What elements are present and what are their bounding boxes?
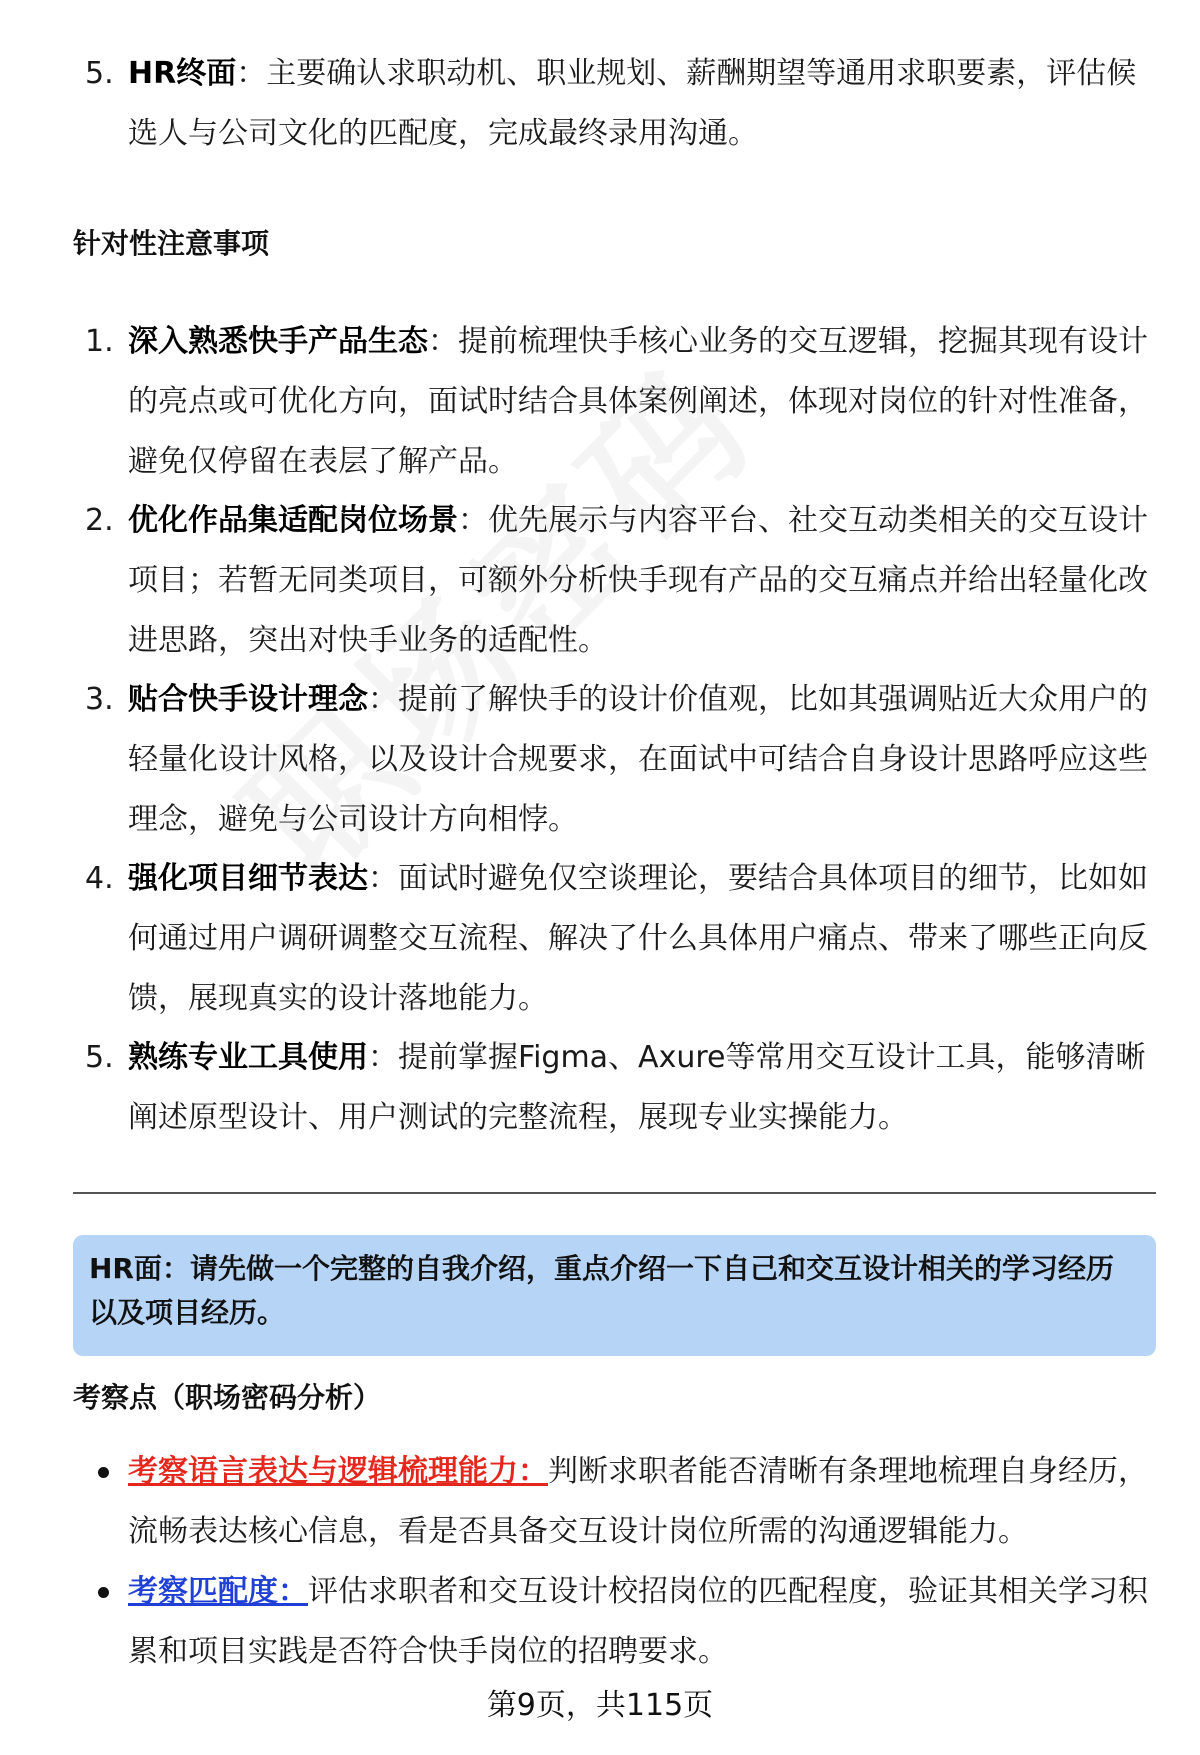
item-text bbox=[128, 1028, 1163, 1148]
bullet-dot bbox=[98, 1587, 109, 1598]
item-title: 强化项目细节表达 bbox=[128, 861, 368, 896]
assessment-item bbox=[73, 1442, 1163, 1562]
note-item bbox=[73, 1028, 1163, 1148]
item-body: 提前了解快手的设计价值观，比如其强调贴近大众用户的轻量化设计风格，以及设计合规要求，在面试中可结合自身设计思路呼应这些理念，避免与公司设计方向相悖。 bbox=[128, 682, 1148, 837]
note-item bbox=[73, 670, 1163, 850]
item-number: 4. bbox=[85, 861, 114, 896]
item-text bbox=[128, 312, 1163, 492]
assessment-item bbox=[73, 1562, 1163, 1682]
item-number: 5. bbox=[85, 1040, 114, 1075]
note-item bbox=[73, 312, 1163, 492]
question-callout: HR面：请先做一个完整的自我介绍，重点介绍一下自己和交互设计相关的学习经历以及项目经历。 bbox=[73, 1235, 1156, 1356]
assessment-link-title[interactable]: 考察语言表达与逻辑梳理能力： bbox=[128, 1454, 548, 1489]
item-title: 优化作品集适配岗位场景 bbox=[128, 503, 458, 538]
assessment-link-title[interactable]: 考察匹配度： bbox=[128, 1574, 308, 1609]
item-text bbox=[128, 1562, 1163, 1682]
item-text bbox=[128, 44, 1163, 164]
item-body: 评估求职者和交互设计校招岗位的匹配程度，验证其相关学习积累和项目实践是否符合快手岗位的招聘要求。 bbox=[128, 1574, 1148, 1669]
item-colon: ： bbox=[368, 682, 398, 717]
item-number: 5. bbox=[85, 56, 114, 91]
section-heading: 针对性注意事项 bbox=[73, 227, 270, 260]
item-title: HR终面 bbox=[128, 56, 237, 91]
item-number: 2. bbox=[85, 503, 114, 538]
item-colon: ： bbox=[236, 56, 267, 91]
item-number: 3. bbox=[85, 682, 114, 717]
section-divider bbox=[73, 1192, 1156, 1194]
item-number: 1. bbox=[85, 324, 114, 359]
interview-round-item bbox=[73, 44, 1163, 164]
item-text bbox=[128, 491, 1163, 671]
item-text bbox=[128, 1442, 1163, 1562]
item-body: 提前梳理快手核心业务的交互逻辑，挖掘其现有设计的亮点或可优化方向，面试时结合具体案例阐述，体现对岗位的针对性准备，避免仅停留在表层了解产品。 bbox=[128, 324, 1148, 479]
item-body: 优先展示与内容平台、社交互动类相关的交互设计项目；若暂无同类项目，可额外分析快手现有产品的交互痛点并给出轻量化改进思路，突出对快手业务的适配性。 bbox=[128, 503, 1148, 658]
item-colon: ： bbox=[458, 503, 488, 538]
item-body: 提前掌握Figma、Axure等常用交互设计工具，能够清晰阐述原型设计、用户测试的完整流程，展现专业实操能力。 bbox=[128, 1040, 1146, 1135]
item-colon: ： bbox=[368, 861, 398, 896]
item-title: 深入熟悉快手产品生态 bbox=[128, 324, 428, 359]
bullet-dot bbox=[98, 1467, 109, 1478]
note-item bbox=[73, 491, 1163, 671]
item-body: 主要确认求职动机、职业规划、薪酬期望等通用求职要素，评估候选人与公司文化的匹配度，完成最终录用沟通。 bbox=[128, 56, 1137, 151]
item-title: 熟练专业工具使用 bbox=[128, 1040, 368, 1075]
assessment-heading: 考察点（职场密码分析） bbox=[73, 1381, 382, 1414]
page-number: 第9页，共115页 bbox=[486, 1688, 714, 1723]
note-item bbox=[73, 849, 1163, 1029]
item-body: 面试时避免仅空谈理论，要结合具体项目的细节，比如如何通过用户调研调整交互流程、解决了什么具体用户痛点、带来了哪些正向反馈，展现真实的设计落地能力。 bbox=[128, 861, 1148, 1016]
item-colon: ： bbox=[368, 1040, 398, 1075]
item-body: 判断求职者能否清晰有条理地梳理自身经历，流畅表达核心信息，看是否具备交互设计岗位所需的沟通逻辑能力。 bbox=[128, 1454, 1148, 1549]
item-title: 贴合快手设计理念 bbox=[128, 682, 368, 717]
item-text bbox=[128, 670, 1163, 850]
item-text bbox=[128, 849, 1163, 1029]
item-colon: ： bbox=[428, 324, 458, 359]
